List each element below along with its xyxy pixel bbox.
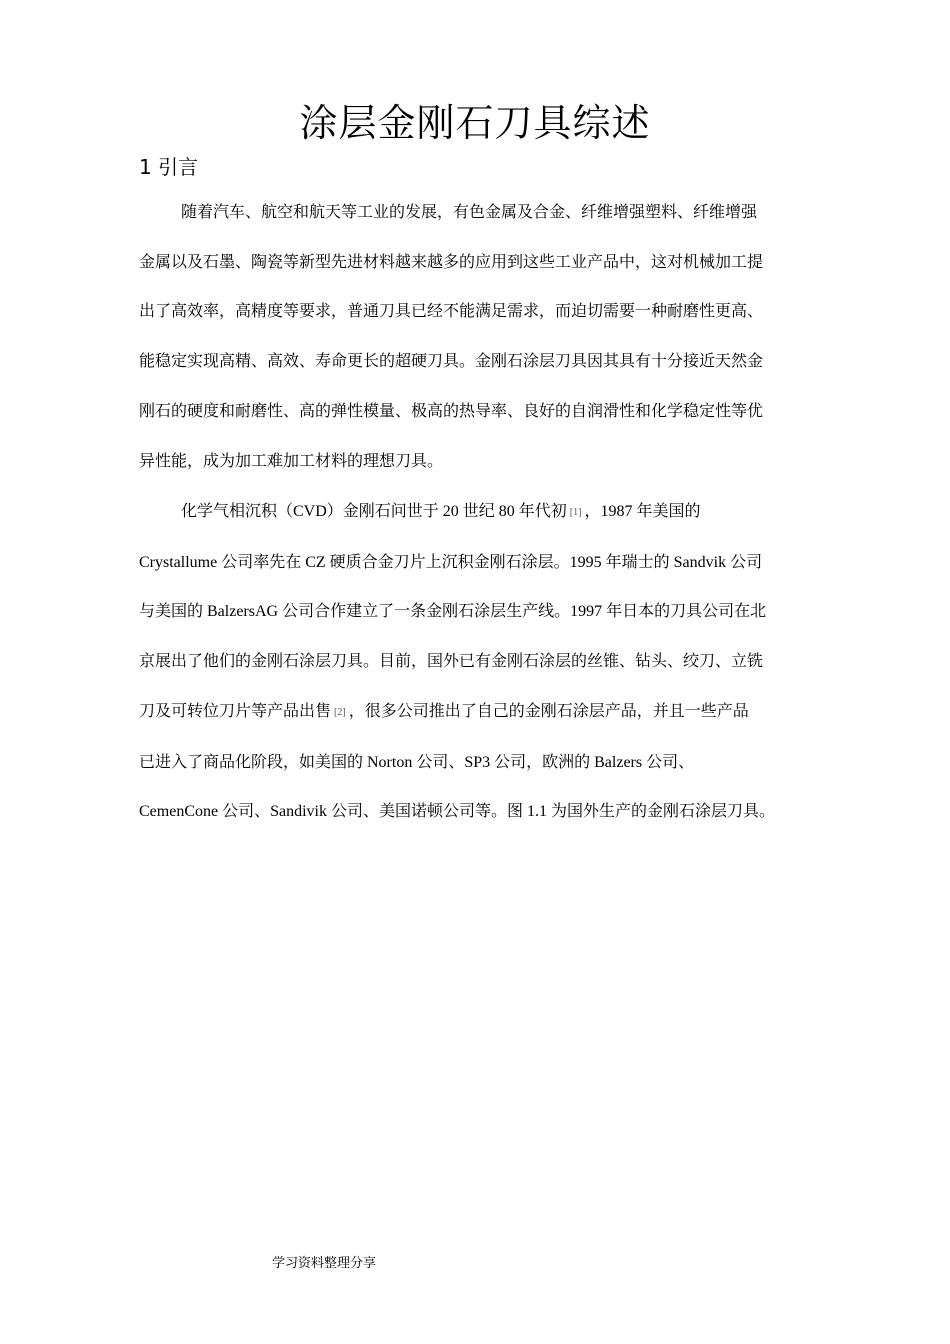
paragraph-line: 金属以及石墨、陶瓷等新型先进材料越来越多的应用到这些工业产品中，这对机械加工提	[139, 253, 764, 271]
paragraph-line: Crystallume 公司率先在 CZ 硬质合金刀片上沉积金刚石涂层。1995 年瑞士的 Sandvik 公司	[139, 553, 763, 571]
paragraph-introduction-1	[139, 188, 829, 486]
section-heading-introduction: 1 引言	[139, 155, 199, 179]
page-footer: 学习资料整理分享	[272, 1256, 377, 1271]
paragraph-line: 能稳定实现高精、高效、寿命更长的超硬刀具。金刚石涂层刀具因其具有十分接近天然金	[139, 353, 764, 371]
paragraph-line: 京展出了他们的金刚石涂层刀具。目前，国外已有金刚石涂层的丝锥、钻头、绞刀、立铣	[139, 653, 764, 671]
text-run: ，很多公司推出了自己的金刚石涂层产品，并且一些产品	[348, 702, 749, 720]
text-run: 刀及可转位刀片等产品出售	[139, 702, 332, 720]
paragraph-line: 出了高效率，高精度等要求，普通刀具已经不能满足需求，而迫切需要一种耐磨性更高、	[139, 303, 764, 321]
paragraph-introduction-2	[139, 487, 829, 837]
paragraph-line: 与美国的 BalzersAG 公司合作建立了一条金刚石涂层生产线。1997 年日本的刀具公司在北	[139, 603, 767, 621]
document-title: 涂层金刚石刀具综述	[299, 101, 651, 145]
paragraph-line	[139, 487, 829, 538]
paragraph-line: 刚石的硬度和耐磨性、高的弹性模量、极高的热导率、良好的自润滑性和化学稳定性等优	[139, 402, 764, 420]
text-run: 化学气相沉积（CVD）金刚石问世于 20 世纪 80 年代初	[181, 503, 567, 520]
citation-marker: [1]	[569, 507, 582, 518]
paragraph-line: 已进入了商品化阶段，如美国的 Norton 公司、SP3 公司，欧洲的 Balzers 公司、	[139, 753, 695, 771]
citation-marker: [2]	[334, 706, 346, 718]
paragraph-line: 随着汽车、航空和航天等工业的发展，有色金属及合金、纤维增强塑料、纤维增强	[181, 204, 758, 221]
paragraph-line	[139, 687, 829, 738]
text-run: ，1987 年美国的	[584, 503, 701, 520]
paragraph-line: 异性能，成为加工难加工材料的理想刀具。	[139, 452, 444, 470]
paragraph-line: CemenCone 公司、Sandivik 公司、美国诺顿公司等。图 1.1 为国外生产的金刚石涂层刀具。	[139, 803, 775, 821]
